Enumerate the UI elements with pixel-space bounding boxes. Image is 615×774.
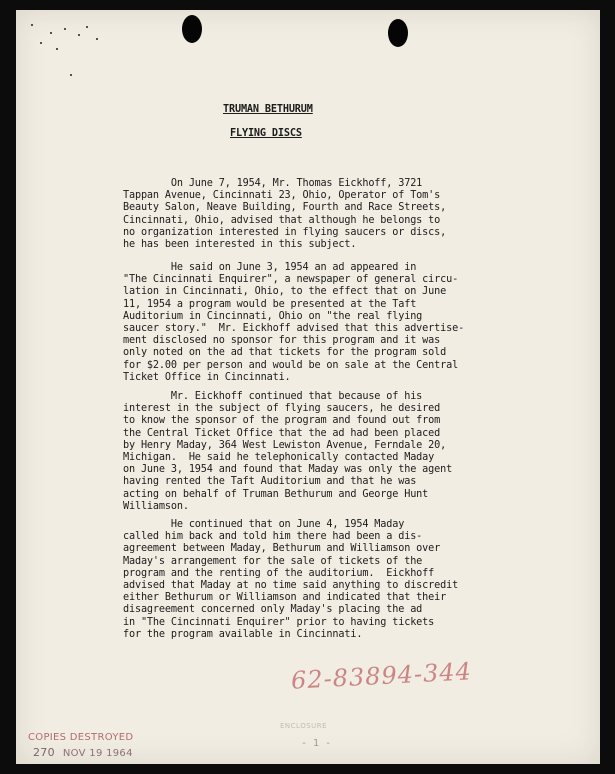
text-line: advised that Maday at no time said anything to discredit — [123, 580, 459, 592]
text-line: saucer story." Mr. Eickhoff advised that this advertise- — [123, 323, 465, 335]
text-line: either Bethurum or Williamson and indicated that their — [123, 592, 447, 604]
copies-destroyed-stamp: COPIES DESTROYED — [28, 732, 134, 743]
text-line: disagreement concerned only Maday's placing the ad — [123, 604, 423, 616]
document-page — [16, 10, 600, 764]
text-line: he has been interested in this subject. — [123, 239, 357, 251]
text-line: lation in Cincinnati, Ohio, to the effect that on June — [123, 286, 447, 298]
text-line: Maday's arrangement for the sale of tickets of the — [123, 555, 423, 567]
text-line: ment disclosed no sponsor for this program and it was — [123, 335, 441, 347]
paragraph — [123, 262, 593, 384]
enclosure-stamp: ENCLOSURE — [280, 722, 328, 730]
punch-hole-left — [182, 15, 202, 43]
text-line: Auditorium in Cincinnati, Ohio on "the real flying — [123, 310, 423, 322]
text-line: Beauty Salon, Neave Building, Fourth and Race Streets, — [123, 202, 447, 214]
destroyed-date-stamp — [33, 746, 133, 759]
text-line: to know the sponsor of the program and found out from — [123, 415, 441, 427]
punch-hole-right — [388, 19, 408, 47]
text-line: Cincinnati, Ohio, advised that although he belongs to — [123, 214, 441, 226]
text-line: program and the renting of the auditorium. Eickhoff — [123, 567, 435, 579]
text-line: for $2.00 per person and would be on sale at the Central — [123, 359, 459, 371]
text-line: for the program available in Cincinnati. — [123, 628, 363, 640]
text-line: Tappan Avenue, Cincinnati 23, Ohio, Operator of Tom's — [123, 190, 441, 202]
text-line: He continued that on June 4, 1954 Maday — [123, 519, 405, 530]
text-line: "The Cincinnati Enquirer", a newspaper of general circu- — [123, 274, 459, 286]
paragraph — [123, 391, 593, 513]
text-line: having rented the Taft Auditorium and that he was — [123, 476, 417, 488]
text-line: Michigan. He said he telephonically contacted Maday — [123, 452, 435, 464]
page-number: - 1 - — [301, 738, 332, 749]
text-line: in "The Cincinnati Enquirer" prior to having tickets — [123, 616, 435, 628]
text-line: acting on behalf of Truman Bethurum and George Hunt — [123, 488, 429, 500]
text-line: by Henry Maday, 364 West Lewiston Avenue, Ferndale 20, — [123, 439, 447, 451]
document-subtitle: FLYING DISCS — [230, 128, 302, 139]
text-line: called him back and told him there had been a dis- — [123, 531, 423, 543]
text-line: no organization interested in flying saucers or discs, — [123, 226, 447, 238]
handwritten-file-number: 62-83894-344 — [290, 657, 473, 695]
text-line: On June 7, 1954, Mr. Thomas Eickhoff, 3721 — [123, 178, 423, 189]
text-line: 11, 1954 a program would be presented at the Taft — [123, 298, 417, 310]
document-title: TRUMAN BETHURUM — [223, 104, 313, 115]
text-line: the Central Ticket Office that the ad had been placed — [123, 427, 441, 439]
text-line: interest in the subject of flying saucers, he desired — [123, 403, 441, 415]
text-line: Mr. Eickhoff continued that because of his — [123, 391, 423, 402]
stamp-number: 270 — [33, 746, 55, 759]
text-line: on June 3, 1954 and found that Maday was only the agent — [123, 464, 453, 476]
text-line: Ticket Office in Cincinnati. — [123, 371, 291, 383]
text-line: He said on June 3, 1954 an ad appeared in — [123, 262, 417, 273]
text-line: agreement between Maday, Bethurum and Williamson over — [123, 543, 441, 555]
paragraph — [123, 178, 593, 251]
text-line: only noted on the ad that tickets for the program sold — [123, 347, 447, 359]
text-line: Williamson. — [123, 500, 189, 512]
paragraph — [123, 519, 593, 641]
stamp-date: NOV 19 1964 — [62, 748, 133, 759]
